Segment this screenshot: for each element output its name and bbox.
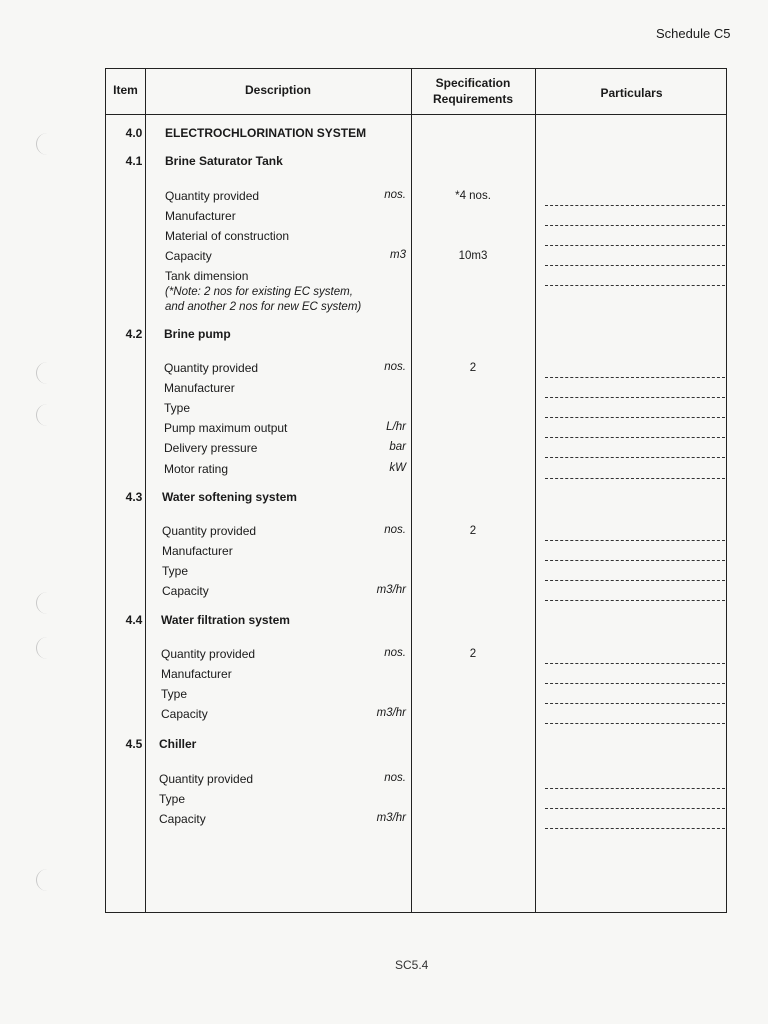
row-unit: bar [389,441,406,454]
binder-hole-mark [36,404,49,426]
particulars-entry-line [545,560,725,561]
row-unit: nos. [384,189,406,201]
particulars-entry-line [545,285,725,286]
row-spec: 10m3 [458,250,488,263]
item-title: Chiller [159,737,197,751]
row-label: Pump maximum output [164,421,288,436]
header-description: Description [244,83,311,97]
section-title: ELECTROCHLORINATION SYSTEM [165,126,367,140]
row-label: Quantity provided [159,772,254,786]
row-spec: 2 [469,362,477,374]
binder-hole-mark [36,362,49,384]
item-number: 4.3 [125,490,143,504]
row-label: Capacity [165,249,212,264]
particulars-entry-line [545,663,725,664]
particulars-entry-line [545,397,725,398]
row-label: Quantity provided [165,189,260,203]
section-number: 4.0 [125,126,143,140]
row-spec: 2 [469,648,477,660]
header-spec-line2: Requirements [432,92,514,106]
row-label: Type [162,564,189,579]
item-number: 4.5 [125,737,143,751]
particulars-entry-line [545,265,725,266]
binder-hole-mark [36,592,49,614]
particulars-entry-line [545,580,725,581]
row-unit: nos. [384,524,406,536]
schedule-label: Schedule C5 [656,26,731,41]
particulars-entry-line [545,703,725,704]
row-label: Motor rating [164,461,229,476]
row-unit: nos. [384,647,406,659]
particulars-entry-line [545,225,725,226]
row-label: Manufacturer [165,209,236,224]
row-unit: nos. [384,361,406,373]
item-number: 4.2 [125,327,143,341]
particulars-entry-line [545,808,725,809]
header-particulars: Particulars [600,86,663,100]
schedule-table [105,68,727,913]
particulars-entry-line [545,457,725,458]
header-divider [106,114,726,115]
header-specification [411,75,535,107]
particulars-entry-line [545,377,725,378]
row-spec: 2 [469,525,477,537]
row-label: Delivery pressure [164,441,258,456]
tank-note-line2: and another 2 nos for new EC system) [165,301,362,313]
particulars-entry-line [545,437,725,438]
binder-hole-mark [36,637,49,659]
row-unit: L/hr [386,421,406,434]
particulars-entry-line [545,245,725,246]
item-title: Water softening system [162,490,297,504]
row-unit: m3/hr [376,812,406,825]
row-label: Material of construction [165,229,290,244]
tank-note-line1: (*Note: 2 nos for existing EC system, [165,286,353,298]
row-unit: m3/hr [376,584,406,597]
item-number: 4.4 [125,613,143,627]
particulars-entry-line [545,788,725,789]
row-label: Type [161,687,188,702]
row-unit: kW [389,461,406,474]
row-unit: m3/hr [376,707,406,720]
row-unit: nos. [384,772,406,784]
row-label: Tank dimension [165,269,249,284]
particulars-entry-line [545,205,725,206]
row-label: Type [159,792,186,807]
row-unit: m3 [390,249,406,262]
item-title: Brine pump [164,327,231,341]
particulars-entry-line [545,540,725,541]
row-label: Manufacturer [161,667,232,682]
row-label: Type [164,401,191,416]
row-label: Capacity [162,584,209,599]
item-number: 4.1 [125,154,143,168]
page-number: SC5.4 [395,958,429,972]
header-spec-line1: Specification [435,76,511,90]
binder-hole-mark [36,133,49,155]
row-label: Capacity [159,812,206,827]
row-label: Manufacturer [164,381,235,396]
particulars-entry-line [545,828,725,829]
row-label: Quantity provided [161,647,256,661]
item-title: Water filtration system [161,613,290,627]
row-label: Capacity [161,707,208,722]
particulars-entry-line [545,683,725,684]
particulars-entry-line [545,600,725,601]
binder-hole-mark [36,869,49,891]
item-title: Brine Saturator Tank [165,154,283,168]
row-spec: *4 nos. [455,190,491,202]
row-label: Quantity provided [162,524,257,538]
particulars-entry-line [545,478,725,479]
row-label: Quantity provided [164,361,259,375]
header-item: Item [113,83,138,97]
row-label: Manufacturer [162,544,233,559]
particulars-entry-line [545,723,725,724]
particulars-entry-line [545,417,725,418]
